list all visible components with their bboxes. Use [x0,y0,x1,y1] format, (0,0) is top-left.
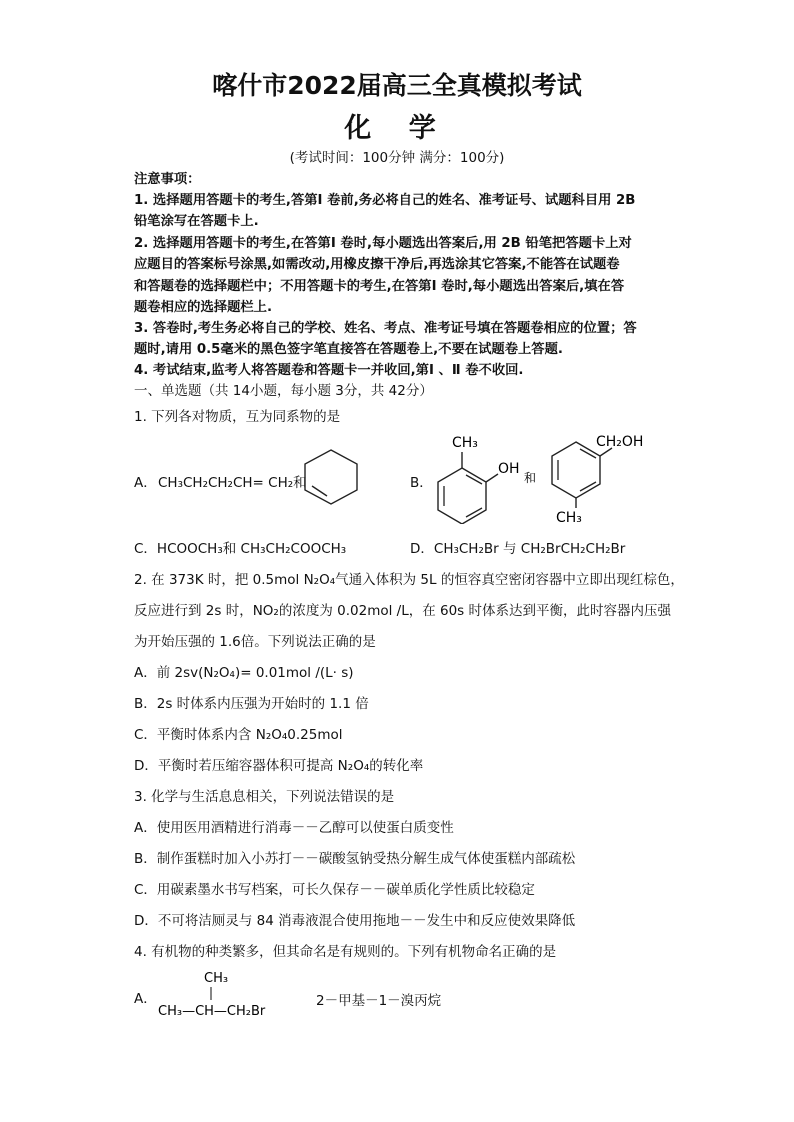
q4-a-top-ch3: CH₃ [204,971,229,986]
q1-option-b-structures [428,432,678,524]
q2-option-c: C．平衡时体系内含 N₂O₄0.25mol [134,727,343,743]
notes-line: 1. 选择题用答题卡的考生,答第Ⅰ 卷前,务必将自己的姓名、准考证号、试题科目用 2B [134,193,636,208]
q1-option-a-text: CH₃CH₂CH₂CH= CH₂和 [158,475,307,491]
cyclohexene-structure [296,446,366,508]
q2-option-d: D．平衡时若压缩容器体积可提高 N₂O₄的转化率 [134,758,424,774]
q1-option-d: D．CH₃CH₂Br 与 CH₂BrCH₂CH₂Br [410,541,626,557]
mol1-ch3-label: CH₃ [452,435,478,451]
q4-a-main-chain: CH₃—CH—CH₂Br [158,1004,266,1019]
section-heading: 一、单选题（共 14小题，每小题 3分，共 42分） [134,383,433,399]
subject-title: 化 学 [344,113,450,144]
q2-option-a: A．前 2sv(N₂O₄)= 0.01mol /(L· s) [134,665,354,681]
q3-option-c: C．用碳素墨水书写档案，可长久保存－－碳单质化学性质比较稳定 [134,882,535,898]
notes-line: 应题目的答案标号涂黑,如需改动,用橡皮擦干净后,再选涂其它答案,不能答在试题卷 [134,257,620,272]
notes-line: 和答题卷的选择题栏中；不用答题卡的考生,在答第Ⅰ 卷时,每小题选出答案后,填在答 [134,279,625,294]
q3-option-b: B．制作蛋糕时加入小苏打－－碳酸氢钠受热分解生成气体使蛋糕内部疏松 [134,851,576,867]
q4-option-a-label: A． [134,991,157,1007]
notes-line: 4. 考试结束,监考人将答题卷和答题卡一并收回,第Ⅰ 、Ⅱ 卷不收回. [134,363,524,378]
q3-option-d: D．不可将洁厕灵与 84 消毒液混合使用拖地－－发生中和反应使效果降低 [134,913,576,929]
question-1-stem: 1. 下列各对物质，互为同系物的是 [134,409,341,425]
notes-heading: 注意事项： [134,172,201,187]
notes-line: 3. 答卷时,考生务必将自己的学校、姓名、考点、准考证号填在答题卷相应的位置；答 [134,321,637,336]
question-2-stem: 为开始压强的 1.6倍。下列说法正确的是 [134,634,376,650]
question-4-stem: 4. 有机物的种类繁多，但其命名是有规则的。下列有机物命名正确的是 [134,944,557,960]
q4-option-a-name: 2－甲基－1－溴丙烷 [316,993,442,1009]
notes-line: 题卷相应的选择题栏上. [134,300,273,315]
notes-line: 铅笔涂写在答题卡上. [134,214,259,229]
q1-option-c: C．HCOOCH₃和 CH₃CH₂COOCH₃ [134,541,347,557]
notes-line: 2. 选择题用答题卡的考生,在答第Ⅰ 卷时,每小题选出答案后,用 2B 铅笔把答题卡上对 [134,236,632,251]
exam-title: 喀什市2022届高三全真模拟考试 [212,71,582,100]
mol2-ch3-label: CH₃ [556,510,582,524]
mol2-ch2oh-label: CH₂OH [596,434,644,450]
question-2-stem: 2. 在 373K 时，把 0.5mol N₂O₄气通入体积为 5L 的恒容真空密闭容器中立即出现红棕色， [134,572,684,588]
mol1-oh-label: OH [498,461,520,477]
q4-option-a-structure [156,966,296,1022]
q3-option-a: A．使用医用酒精进行消毒－－乙醇可以使蛋白质变性 [134,820,454,836]
exam-info: (考试时间：100分钟 满分：100分) [289,150,505,166]
q1-option-b-label: B． [410,475,433,491]
q2-option-b: B．2s 时体系内压强为开始时的 1.1 倍 [134,696,369,712]
q1-b-and: 和 [524,471,537,485]
q1-option-a-label: A． [134,475,157,491]
question-2-stem: 反应进行到 2s 时，NO₂的浓度为 0.02mol /L，在 60s 时体系达到平衡，此时容器内压强 [134,603,672,619]
notes-line: 题时,请用 0.5毫米的黑色签字笔直接答在答题卷上,不要在试题卷上答题. [134,342,563,357]
question-3-stem: 3. 化学与生活息息相关，下列说法错误的是 [134,789,395,805]
